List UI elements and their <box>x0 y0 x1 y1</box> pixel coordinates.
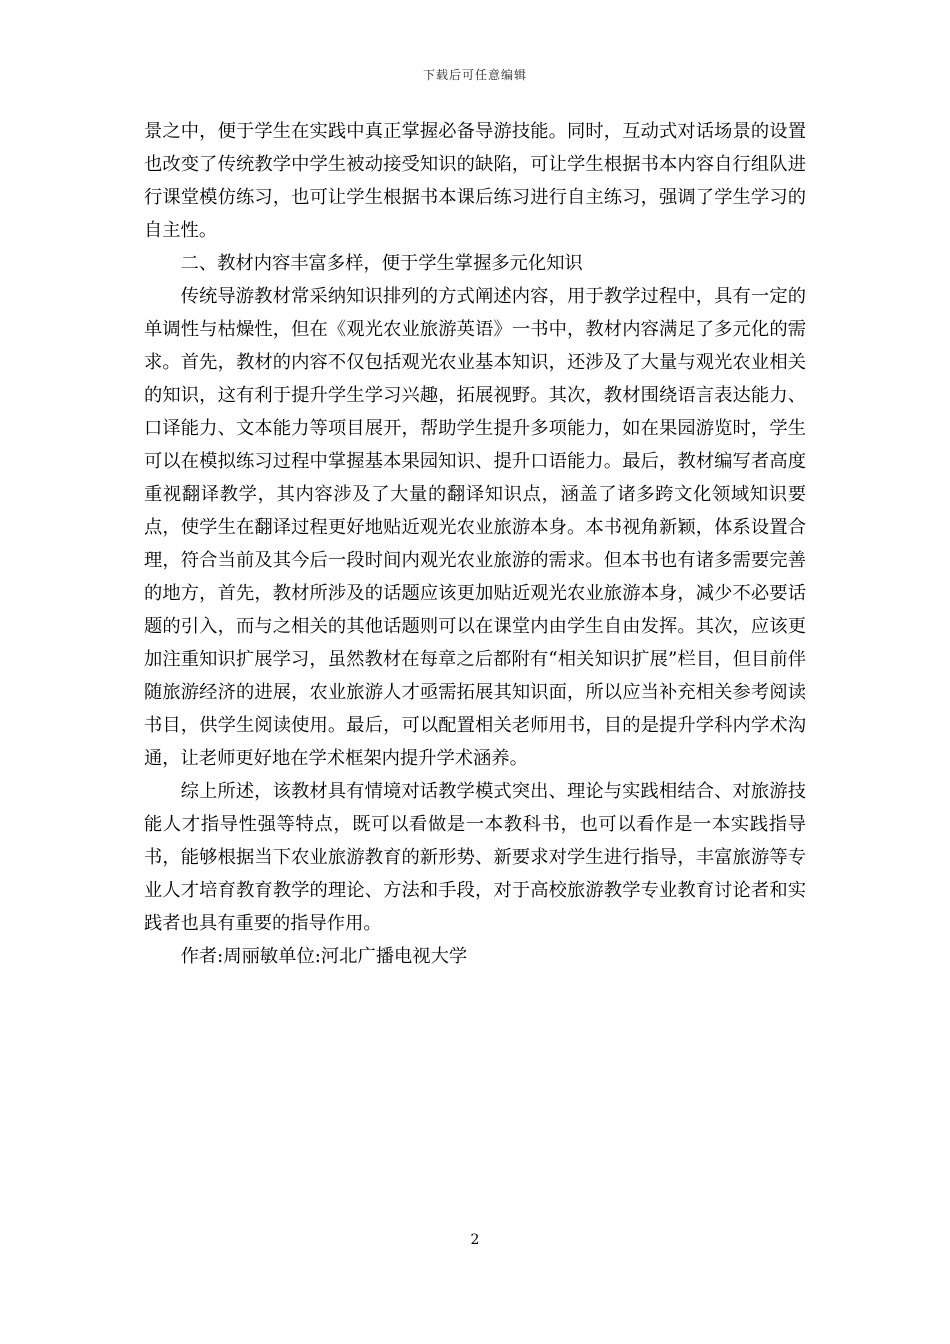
page-header: 下载后可任意编辑 <box>422 68 527 82</box>
paragraph-continuation: 景之中，便于学生在实践中真正掌握必备导游技能。同时，互动式对话场景的设置也改变了传统教学中学生被动接受知识的缺陷，可让学生根据书本内容自行组队进行课堂模仿练习，也可让学生根据书本课后练习进行自主练习，强调了学生学习的自主性。 <box>144 121 806 241</box>
paragraph-body: 传统导游教材常采纳知识排列的方式阐述内容，用于教学过程中，具有一定的单调性与枯燥性，但在《观光农业旅游英语》一书中，教材内容满足了多元化的需求。首先，教材的内容不仅包括观光农业基本知识，还涉及了大量与观光农业相关的知识，这有利于提升学生学习兴趣，拓展视野。其次，教材围绕语言表达能力、口译能力、文本能力等项目展开，帮助学生提升多项能力，如在果园游览时，学生可以在模拟练习过程中掌握基本果园知识、提升口语能力。最后，教材编写者高度重视翻译教学，其内容涉及了大量的翻译知识点，涵盖了诸多跨文化领域知识要点，使学生在翻译过程更好地贴近观光农业旅游本身。本书视角新颖，体系设置合理，符合当前及其今后一段时间内观光农业旅游的需求。但本书也有诸多需要完善的地方，首先，教材所涉及的话题应该更加贴近观光农业旅游本身，减少不必要话题的引入，而与之相关的其他话题则可以在课堂内由学生自由发挥。其次，应该更加注重知识扩展学习，虽然教材在每章之后都附有“相关知识扩展”栏目，但目前伴随旅游经济的进展，农业旅游人才亟需拓展其知识面，所以应当补充相关参考阅读书目，供学生阅读使用。最后，可以配置相关老师用书，目的是提升学科内学术沟通，让老师更好地在学术框架内提升学术涵养。 <box>144 286 806 769</box>
page-number: 2 <box>470 1232 480 1248</box>
author-line: 作者:周丽敏单位:河北广播电视大学 <box>180 946 468 967</box>
document-body <box>144 115 806 973</box>
section-heading: 二、教材内容丰富多样，便于学生掌握多元化知识 <box>180 253 583 274</box>
paragraph-conclusion: 综上所述，该教材具有情境对话教学模式突出、理论与实践相结合、对旅游技能人才指导性强等特点，既可以看做是一本教科书，也可以看作是一本实践指导书，能够根据当下农业旅游教育的新形势、新要求对学生进行指导，丰富旅游等专业人才培育教育教学的理论、方法和手段，对于高校旅游教学专业教育讨论者和实践者也具有重要的指导作用。 <box>144 781 806 934</box>
